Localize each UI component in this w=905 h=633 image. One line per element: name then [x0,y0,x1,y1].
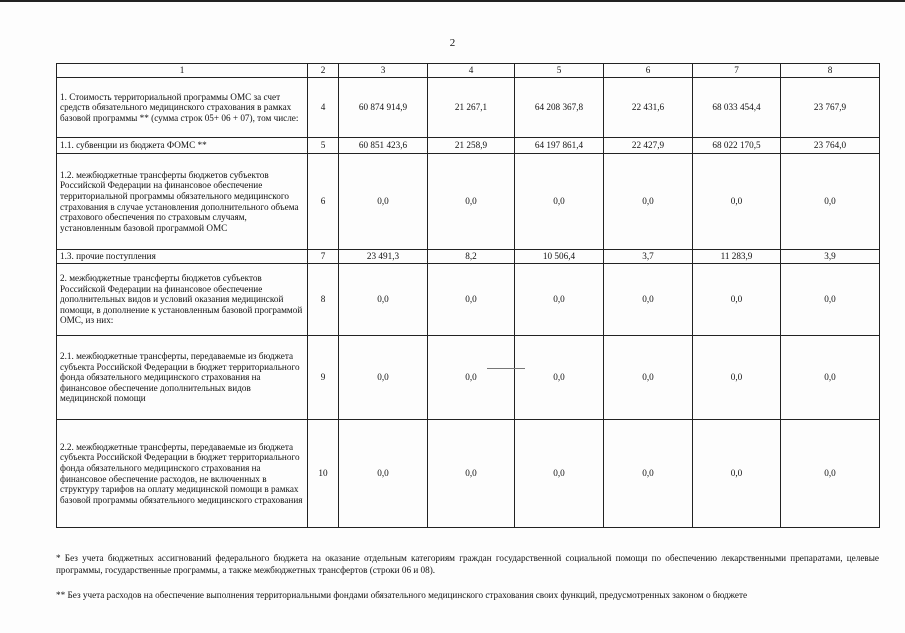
row-code: 8 [308,264,339,336]
row-value: 0,0 [428,336,515,420]
row-label: 1.3. прочие поступления [57,250,308,264]
row-value: 0,0 [604,154,693,250]
header-col-5: 5 [515,64,604,78]
row-value: 0,0 [781,264,880,336]
row-value: 0,0 [781,336,880,420]
row-label: 1.1. субвенции из бюджета ФОМС ** [57,138,308,154]
scan-artifact-line [487,368,525,369]
page-number: 2 [449,37,456,49]
row-value: 0,0 [515,336,604,420]
header-col-2: 2 [308,64,339,78]
row-value: 0,0 [781,154,880,250]
row-value: 23 767,9 [781,78,880,138]
row-value: 23 491,3 [339,250,428,264]
row-value: 0,0 [339,336,428,420]
row-value: 60 851 423,6 [339,138,428,154]
table-row [57,154,880,250]
header-col-6: 6 [604,64,693,78]
row-value: 11 283,9 [693,250,781,264]
row-value: 0,0 [339,420,428,528]
row-code: 10 [308,420,339,528]
footnote-double-asterisk: ** Без учета расходов на обеспечение выполнения территориальными фондами обязательного медицинского страхования своих функций, предусмотренных законом о бюджете [56,590,748,600]
row-value: 0,0 [515,154,604,250]
row-value: 21 258,9 [428,138,515,154]
header-col-3: 3 [339,64,428,78]
row-value: 0,0 [339,154,428,250]
row-value: 10 506,4 [515,250,604,264]
row-value: 8,2 [428,250,515,264]
row-value: 0,0 [428,420,515,528]
row-value: 3,7 [604,250,693,264]
table-row [57,420,880,528]
row-value: 0,0 [693,336,781,420]
table-row [57,78,880,138]
row-value: 0,0 [604,336,693,420]
row-value: 0,0 [604,420,693,528]
row-label: 2.1. межбюджетные трансферты, передаваемые из бюджета субъекта Российской Федерации в бюджет территориального фонда обязательного медицинского страхования на финансовое обеспечение дополнительных видов медицинской помощи [57,336,308,420]
row-value: 0,0 [781,420,880,528]
financing-table [56,63,880,528]
row-code: 6 [308,154,339,250]
row-value: 0,0 [515,420,604,528]
row-value: 23 764,0 [781,138,880,154]
row-label: 2. межбюджетные трансферты бюджетов субъектов Российской Федерации на финансовое обеспечение дополнительных видов и условий оказания медицинской помощи, в дополнение к установленным базовой программой ОМС, из них: [57,264,308,336]
header-col-4: 4 [428,64,515,78]
row-value: 21 267,1 [428,78,515,138]
row-code: 7 [308,250,339,264]
row-value: 0,0 [693,264,781,336]
row-label: 1. Стоимость территориальной программы ОМС за счет средств обязательного медицинского страхования в рамках базовой программы ** (сумма строк 05+ 06 + 07), том числе: [57,78,308,138]
row-value: 0,0 [693,420,781,528]
row-code: 5 [308,138,339,154]
row-value: 60 874 914,9 [339,78,428,138]
row-value: 0,0 [428,154,515,250]
row-value: 22 427,9 [604,138,693,154]
row-value: 22 431,6 [604,78,693,138]
row-value: 68 022 170,5 [693,138,781,154]
row-code: 9 [308,336,339,420]
row-value: 68 033 454,4 [693,78,781,138]
row-value: 0,0 [515,264,604,336]
row-value: 0,0 [604,264,693,336]
row-label: 1.2. межбюджетные трансферты бюджетов субъектов Российской Федерации на финансовое обеспечение территориальной программы обязательного медицинского страхования в случае установления дополнительного объема страхового обеспечения по страховым случаям, установленным базовой программой ОМС [57,154,308,250]
scan-top-edge [0,0,905,2]
row-value: 0,0 [428,264,515,336]
header-col-7: 7 [693,64,781,78]
row-code: 4 [308,78,339,138]
row-value: 64 208 367,8 [515,78,604,138]
row-value: 0,0 [339,264,428,336]
table-row [57,336,880,420]
row-value: 3,9 [781,250,880,264]
table-header-row [57,64,880,78]
table-row [57,264,880,336]
row-value: 0,0 [693,154,781,250]
footnote-single-asterisk: * Без учета бюджетных ассигнований федерального бюджета на оказание отдельным категориям граждан государственной социальной помощи по обеспечению лекарственными препаратами, целевые программы, государственные программы, а также межбюджетных трансфертов (строки 06 и 08). [56,553,879,575]
header-col-1: 1 [57,64,308,78]
table-row [57,138,880,154]
header-col-8: 8 [781,64,880,78]
table-row [57,250,880,264]
row-value: 64 197 861,4 [515,138,604,154]
row-label: 2.2. межбюджетные трансферты, передаваемые из бюджета субъекта Российской Федерации в бюджет территориального фонда обязательного медицинского страхования на финансовое обеспечение расходов, не включенных в структуру тарифов на оплату медицинской помощи в рамках базовой программы обязательного медицинского страхования [57,420,308,528]
